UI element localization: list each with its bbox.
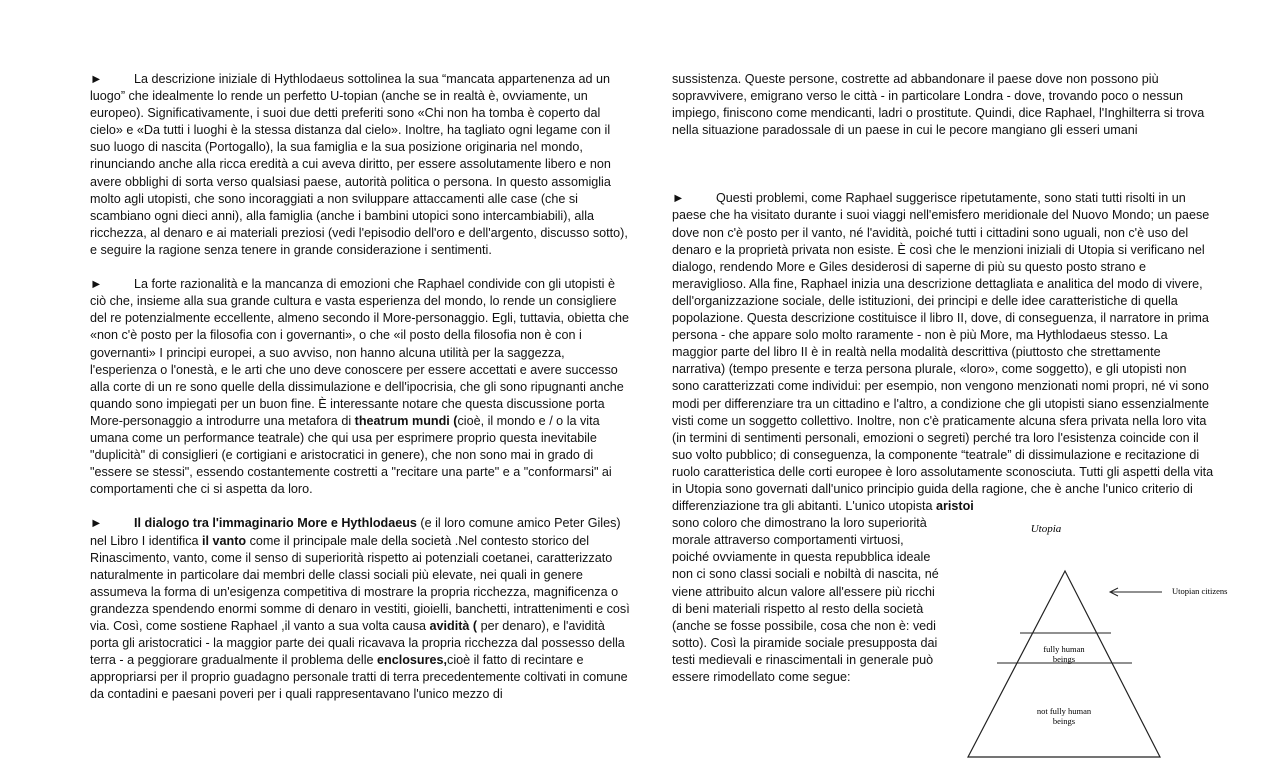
left-paragraph-1 <box>90 71 630 259</box>
bullet-marker: ► <box>90 516 103 531</box>
bullet-marker: ► <box>90 72 103 86</box>
bottom-layer-label-1: not fully human <box>1036 706 1092 716</box>
utopia-pyramid-figure <box>960 515 1260 775</box>
bottom-layer-label-2: beings <box>1052 716 1076 726</box>
paragraph-text: sono coloro che dimostrano la loro superiorità morale attraverso comportamenti virtuosi, poiché ovviamente in questa repubblica ideale non ci sono classi sociali e nobiltà di nascita, né viene attribuito alcun valore all'essere più ricchi di beni materiali rispetto al resto della società (anche se fosse possibile, cosa che non è: vedi sotto). Così la piramide sociale presupposta dai testi medievali e rinascimentali in generale può essere rimodellato come segue: <box>672 516 939 684</box>
paragraph-text: (e il loro comune amico Peter Giles) nel Libro I identifica <box>90 516 621 548</box>
bullet-marker: ► <box>672 191 685 206</box>
right-paragraph-1 <box>672 190 1214 515</box>
bold-term-enclosures: enclosures, <box>377 653 448 668</box>
bullet-marker: ► <box>90 277 103 292</box>
paragraph-text: cioè, il mondo e / o la vita umana come un performance teatrale) che qui usa per esprimere proprio questa inevitabile "duplicità" di consiglieri (e cortigiani e aristocratici in genere), che non sono mai in grado di "essere se stessi", essendo costantemente costretti a "recitare una parte" e a "conformarsi" ai comportamenti che ci si aspetta da loro. <box>90 413 612 497</box>
left-paragraph-3 <box>90 515 630 703</box>
left-paragraph-2 <box>90 276 630 498</box>
pyramid-diagram <box>960 515 1260 775</box>
bold-term-vanto: il vanto <box>202 533 247 548</box>
paragraph-text: sussistenza. Queste persone, costrette ad abbandonare il paese dove non possono più sopravvivere, emigrano verso le città - in particolare Londra - dove, trovando poco o nessun impiego, finiscono come mendicanti, ladri o prostitute. Quindi, dice Raphael, l'Inghilterra si trova nella situazione paradossale di un paese in cui le pecore mangiano gli esseri umani <box>672 72 1205 138</box>
paragraph-text: come il principale male della società .Nel contesto storico del Rinascimento, vanto, come il senso di superiorità rispetto ai potenziali coetanei, caratterizzato naturalmente in particolare dai membri delle classi sociali più elevate, nei quali in genere assumeva la forma di un'esigenza competitiva di mostrare la propria ricchezza, magnificenza o grandezza spendendo enormi somme di denaro in vestiti, gioielli, banchetti, intrattenimenti e così via. Così, come sostiene Raphael ,il vanto a sua volta causa <box>90 533 630 633</box>
bold-term-aristoi: aristoi <box>936 499 974 514</box>
middle-layer-label-1: fully human <box>1043 644 1085 654</box>
right-paragraph-1-continued <box>672 515 944 686</box>
paragraph-text: La descrizione iniziale di Hythlodaeus sottolinea la sua “mancata appartenenza ad un luogo” che idealmente lo rende un perfetto U-topian (anche se in realtà è, ovviamente, un europeo). Significativamente, i suoi due detti preferiti sono «Chi non ha tomba è coperto dal cielo» e «Da tutti i luoghi è la stessa distanza dal cielo». Inoltre, ha tagliato ogni legame con il suo luogo di nascita (Portogallo), la sua famiglia e la sua posizione originaria nel mondo, rinunciando anche alla ricca eredità a cui aveva diritto, per essere assolutamente libero e non avere obblighi di sorta verso qualsiasi paese, autorità politica o persona. In questo assomiglia molto agli utopisti, che sono incoraggiati a non sviluppare attaccamenti alle case (che si scambiano ogni dieci anni), alla famiglia (anche i bambini utopici sono intercambiabili), alla ricchezza, al denaro e ai materiali preziosi (vedi l'episodio dell'oro e dell'argento, discusso sotto), e seguire la ragione senza tenere in grande considerazione i sentimenti. <box>90 72 628 257</box>
right-paragraph-0 <box>672 71 1214 139</box>
paragraph-text: per denaro), e l'avidità porta gli aristocratici - la maggior parte dei quali ricavava la propria ricchezza dal possesso della terra - a peggiorare gradualmente il problema delle <box>90 619 625 668</box>
bold-term-dialogo: Il dialogo tra l'immaginario More e Hythlodaeus <box>134 516 417 531</box>
arrow-label: Utopian citizens <box>1172 586 1228 596</box>
pyramid-outline <box>968 571 1160 757</box>
bold-term-theatrum-mundi: theatrum mundi ( <box>354 413 458 428</box>
paragraph-text: cioè il fatto di recintare e appropriarsi per il proprio guadagno personale tratti di terra precedentemente coltivati in comune da contadini e paesani poveri per i quali rappresentavano l'unico mezzo di <box>90 653 628 702</box>
left-column <box>90 71 630 703</box>
paragraph-text: La forte razionalità e la mancanza di emozioni che Raphael condivide con gli utopisti è ciò che, insieme alla sua grande cultura e vasta esperienza del mondo, lo rende un consigliere del re potenzialmente eccellente, almeno secondo il More-personaggio. Egli, tuttavia, obietta che «non c'è posto per la filosofia con i governanti», o che «il posto della filosofia non è con i governanti» I principi europei, a suo avviso, non hanno alcuna utilità per la saggezza, l'esperienza o l'onestà, e le arti che uno deve conoscere per essere accettati e avere successo alla corte di un re sono quelle della dissimulazione e dell'ipocrisia, che gli sono ripugnanti anche quando sono impiegati per un buon fine. È interessante notare che questa discussione porta More-personaggio a introdurre una metafora di <box>90 277 630 428</box>
figure-title: Utopia <box>1030 523 1062 535</box>
paragraph-text: Questi problemi, come Raphael suggerisce ripetutamente, sono stati tutti risolti in un paese che ha visitato durante i suoi viaggi nell'emisfero meridionale del Nuovo Mondo; un paese dove non c'è posto per il vanto, né l'avidità, poiché tutti i cittadini sono uguali, non c'è uso del denaro e la proprietà privata non esiste. È così che le menzioni iniziali di Utopia si verificano nel dialogo, rendendo More e Giles desiderosi di saperne di più su questo posto strano e meraviglioso. Alla fine, Raphael inizia una descrizione dettagliata e analitica del modo di vivere, dell'organizzazione sociale, delle istituzioni, dei principi e delle idee caratteristiche di quella popolazione. Questa descrizione costituisce il libro II, dove, di conseguenza, il narratore in prima persona - che appare solo molto raramente - non è più More, ma Hythlodaeus stesso. La maggior parte del libro II è in realtà nella modalità descrittiva (piuttosto che strettamente narrativa) (tempo presente e terza persona plurale, «loro», come soggetto), e gli utopisti non sono caratterizzati come individui: per esempio, non vengono menzionati nomi propri, né vi sono modi per differenziare tra un cittadino e l'altro, a condizione che gli utopisti siano essenzialmente visti come un soggetto collettivo. Inoltre, non c'è praticamente alcuna sfera privata nella loro vita (in termini di sentimenti personali, emozioni o segreti) perché tra loro l'esistenza coincide con il suo volto pubblico; di conseguenza, la componente “teatrale” di dissimulazione e recitazione di ruolo caratteristica delle corti europee è loro assolutamente sconosciuta. Tutti gli aspetti della vita in Utopia sono governati dall'unico principio guida della ragione, che è anche l'unico criterio di differenziazione tra gli abitanti. L'unico utopista <box>672 191 1214 514</box>
middle-layer-label-2: beings <box>1052 654 1076 664</box>
bold-term-avidita: avidità ( <box>429 619 478 633</box>
